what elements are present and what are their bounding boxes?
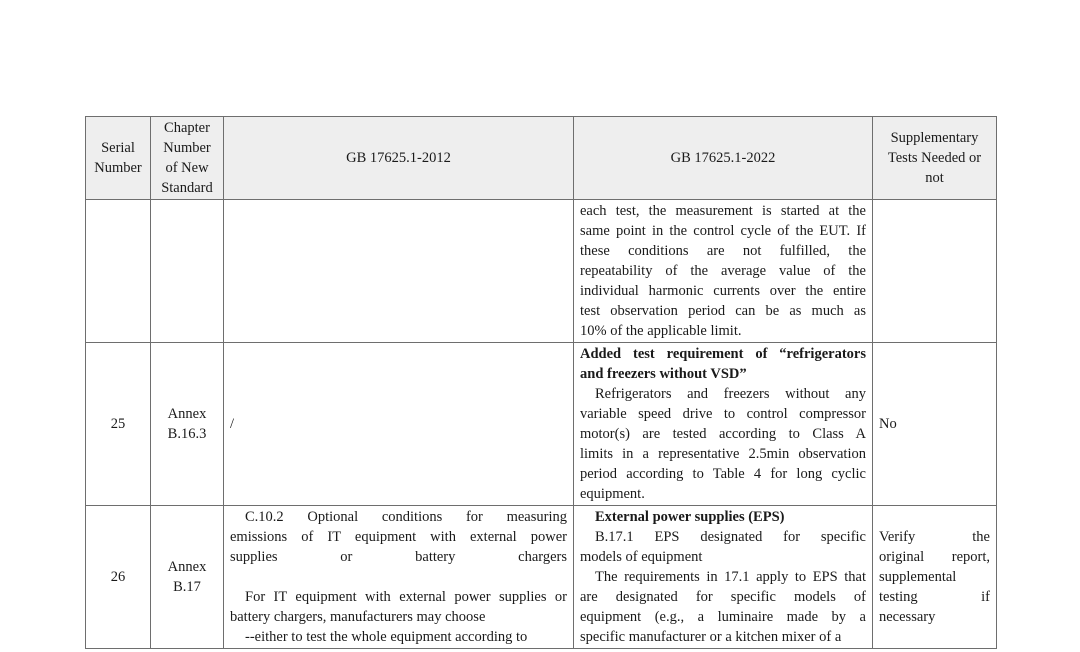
gb-2022-cell	[574, 343, 873, 506]
comparison-table	[85, 116, 997, 649]
gb-2012-cell	[224, 200, 574, 343]
text-line: are designated for specific models of	[580, 589, 866, 605]
text-line: External power supplies (EPS)	[595, 509, 785, 525]
header-row	[86, 117, 997, 200]
text-line: models of equipment	[580, 549, 703, 565]
text-line: testing if	[879, 589, 990, 605]
text-line: No	[879, 416, 897, 432]
text-line	[230, 567, 567, 587]
text-line: motor(s) are tested according to Class A	[580, 426, 866, 442]
text-line: supplies or battery chargers	[230, 549, 567, 565]
table-row	[86, 343, 997, 506]
text-line: each test, the measurement is started at the	[580, 203, 866, 219]
text-line: limits in a representative 2.5min observation	[580, 446, 866, 462]
text-line: 10% of the applicable limit.	[580, 323, 742, 339]
text-line: specific manufacturer or a kitchen mixer of a	[580, 629, 842, 645]
text-line: repeatability of the average value of the	[580, 263, 866, 279]
text-line: test observation period can be as much as	[580, 303, 866, 319]
text-line: and freezers without VSD”	[580, 366, 747, 382]
text-line: For IT equipment with external power supplies or	[245, 589, 567, 605]
chapter-cell	[151, 200, 224, 343]
text-line: variable speed drive to control compressor	[580, 406, 866, 422]
text-line: Added test requirement of “refrigerators	[580, 346, 866, 362]
text-line: emissions of IT equipment with external power	[230, 529, 567, 545]
serial-number-cell: 25	[86, 343, 151, 506]
text-line: period according to Table 4 for long cyclic	[580, 466, 866, 482]
header-serial-number: Serial Number	[86, 117, 151, 200]
text-line: /	[230, 416, 235, 432]
header-gb-2012: GB 17625.1-2012	[224, 117, 574, 200]
table-row	[86, 200, 997, 343]
text-line: C.10.2 Optional conditions for measuring	[245, 509, 567, 525]
gb-2012-cell	[224, 506, 574, 649]
chapter-cell: Annex B.17	[151, 506, 224, 649]
text-line: same point in the control cycle of the EUT. If	[580, 223, 866, 239]
chapter-cell: Annex B.16.3	[151, 343, 224, 506]
gb-2022-cell	[574, 506, 873, 649]
text-line: these conditions are not fulfilled, the	[580, 243, 866, 259]
header-gb-2022: GB 17625.1-2022	[574, 117, 873, 200]
supplementary-cell	[873, 200, 997, 343]
text-line: supplemental	[879, 569, 957, 585]
text-line: necessary	[879, 609, 936, 625]
text-line: The requirements in 17.1 apply to EPS that	[595, 569, 866, 585]
text-line: battery chargers, manufacturers may choose	[230, 609, 486, 625]
text-line: B.17.1 EPS designated for specific	[595, 529, 866, 545]
header-supplementary-tests: Supplementary Tests Needed or not	[873, 117, 997, 200]
table-row	[86, 506, 997, 649]
gb-2022-cell	[574, 200, 873, 343]
supplementary-cell	[873, 343, 997, 506]
text-line: original report,	[879, 549, 990, 565]
serial-number-cell	[86, 200, 151, 343]
text-line: individual harmonic currents over the entire	[580, 283, 866, 299]
header-chapter-number: Chapter Number of New Standard	[151, 117, 224, 200]
text-line: Refrigerators and freezers without any	[595, 386, 866, 402]
text-line: equipment.	[580, 486, 645, 502]
supplementary-cell	[873, 506, 997, 649]
text-line: equipment (e.g., a luminaire made by a	[580, 609, 866, 625]
serial-number-cell: 26	[86, 506, 151, 649]
gb-2012-cell	[224, 343, 574, 506]
text-line: Verify the	[879, 529, 990, 545]
text-line: --either to test the whole equipment according to	[245, 629, 528, 645]
